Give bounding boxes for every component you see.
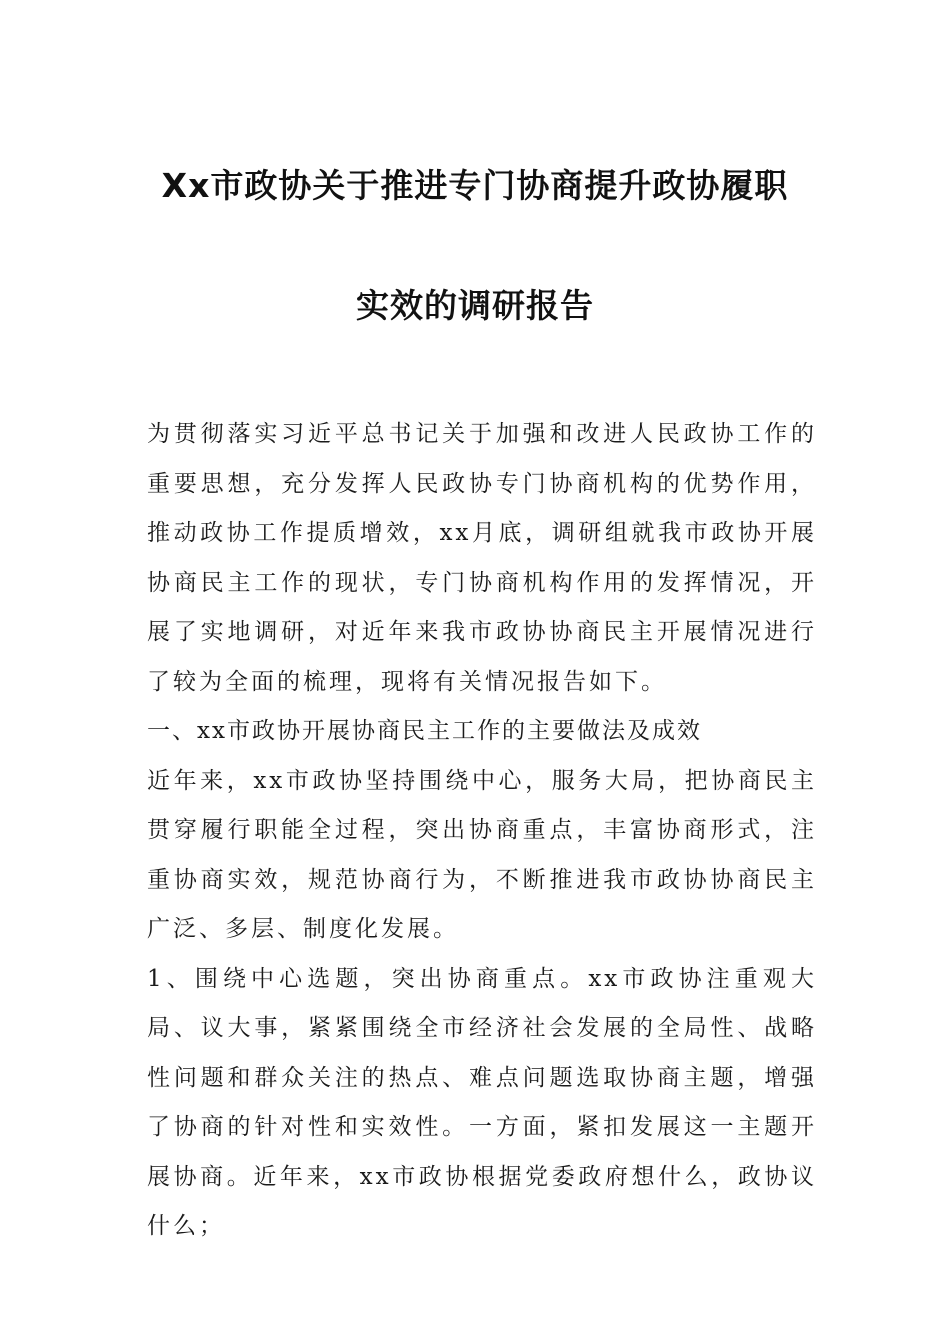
document-title-line-2: 实效的调研报告: [356, 286, 594, 325]
paragraph-point-1: 1、围绕中心选题，突出协商重点。xx市政协注重观大局、议大事，紧紧围绕全市经济社会发展的全局性、战略性问题和群众关注的热点、难点问题选取协商主题，增强了协商的针对性和实效性。一方面，紧扣发展这一主题开展协商。近年来，xx市政协根据党委政府想什么，政协议什么；: [147, 965, 817, 1239]
document-title-line-1: Xx市政协关于推进专门协商提升政协履职: [161, 166, 789, 205]
document-body: [147, 410, 817, 1252]
section-heading-1: 一、xx市政协开展协商民主工作的主要做法及成效: [147, 718, 702, 744]
paragraph-overview: 近年来，xx市政协坚持围绕中心，服务大局，把协商民主贯穿履行职能全过程，突出协商重点，丰富协商形式，注重协商实效，规范协商行为，不断推进我市政协协商民主广泛、多层、制度化发展。: [147, 767, 817, 942]
paragraph-intro: 为贯彻落实习近平总书记关于加强和改进人民政协工作的重要思想，充分发挥人民政协专门协商机构的优势作用，推动政协工作提质增效，xx月底，调研组就我市政协开展协商民主工作的现状，专门协商机构作用的发挥情况，开展了实地调研，对近年来我市政协协商民主开展情况进行了较为全面的梳理，现将有关情况报告如下。: [147, 421, 817, 695]
